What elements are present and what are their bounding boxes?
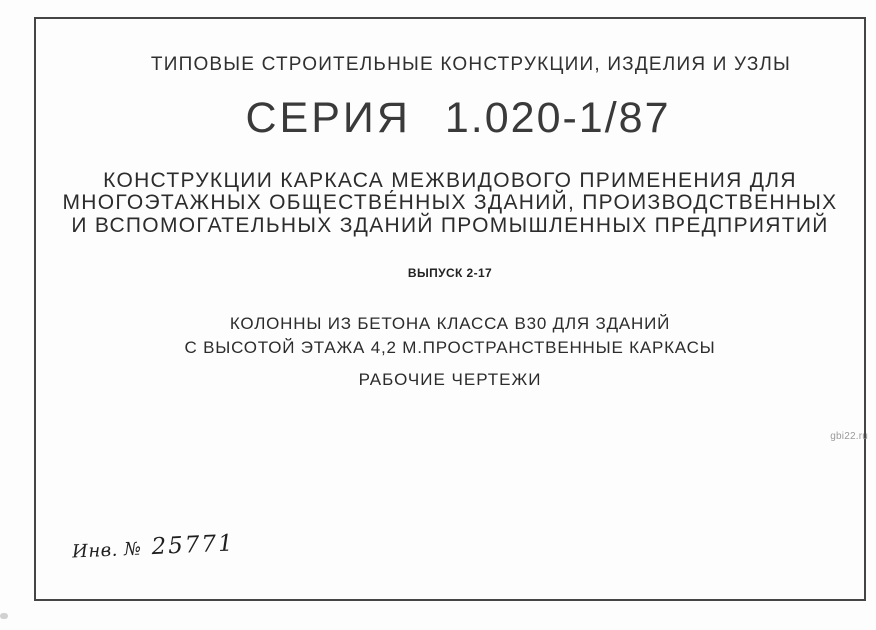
document-type-label: РАБОЧИЕ ЧЕРТЕЖИ <box>358 370 542 389</box>
inventory-label: Инв. № <box>71 538 143 563</box>
document-title <box>34 170 866 237</box>
document-title-line: И ВСПОМОГАТЕЛЬНЫХ ЗДАНИЙ ПРОМЫШЛЕННЫХ ПРЕДПРИЯТИЙ <box>71 213 829 237</box>
inventory-number: 25771 <box>151 530 236 561</box>
scan-artifact <box>0 613 8 619</box>
site-watermark: gbi22.ru <box>830 431 868 442</box>
document-title-line: КОНСТРУКЦИИ КАРКАСА МЕЖВИДОВОГО ПРИМЕНЕНИЯ ДЛЯ <box>103 169 797 192</box>
document-title-line: МНОГОЭТАЖНЫХ ОБЩЕСТВЕ́ННЫХ ЗДАНИЙ, ПРОИЗВОДСТВЕННЫХ <box>62 191 838 215</box>
issue-label: ВЫПУСК 2-17 <box>407 266 493 280</box>
series-title <box>42 94 874 143</box>
series-label: СЕРИЯ <box>245 94 411 142</box>
document-category-heading: ТИПОВЫЕ СТРОИТЕЛЬНЫЕ КОНСТРУКЦИИ, ИЗДЕЛИЯ И УЗЛЫ <box>150 54 792 75</box>
document-subtitle-line: С ВЫСОТОЙ ЭТАЖА 4,2 М.ПРОСТРАНСТВЕННЫЕ КАРКАСЫ <box>184 338 716 357</box>
document-subtitle <box>34 312 866 360</box>
series-number: 1.020-1/87 <box>444 94 671 142</box>
document-subtitle-line: КОЛОННЫ ИЗ БЕТОНА КЛАССА В30 ДЛЯ ЗДАНИЙ <box>229 314 671 333</box>
